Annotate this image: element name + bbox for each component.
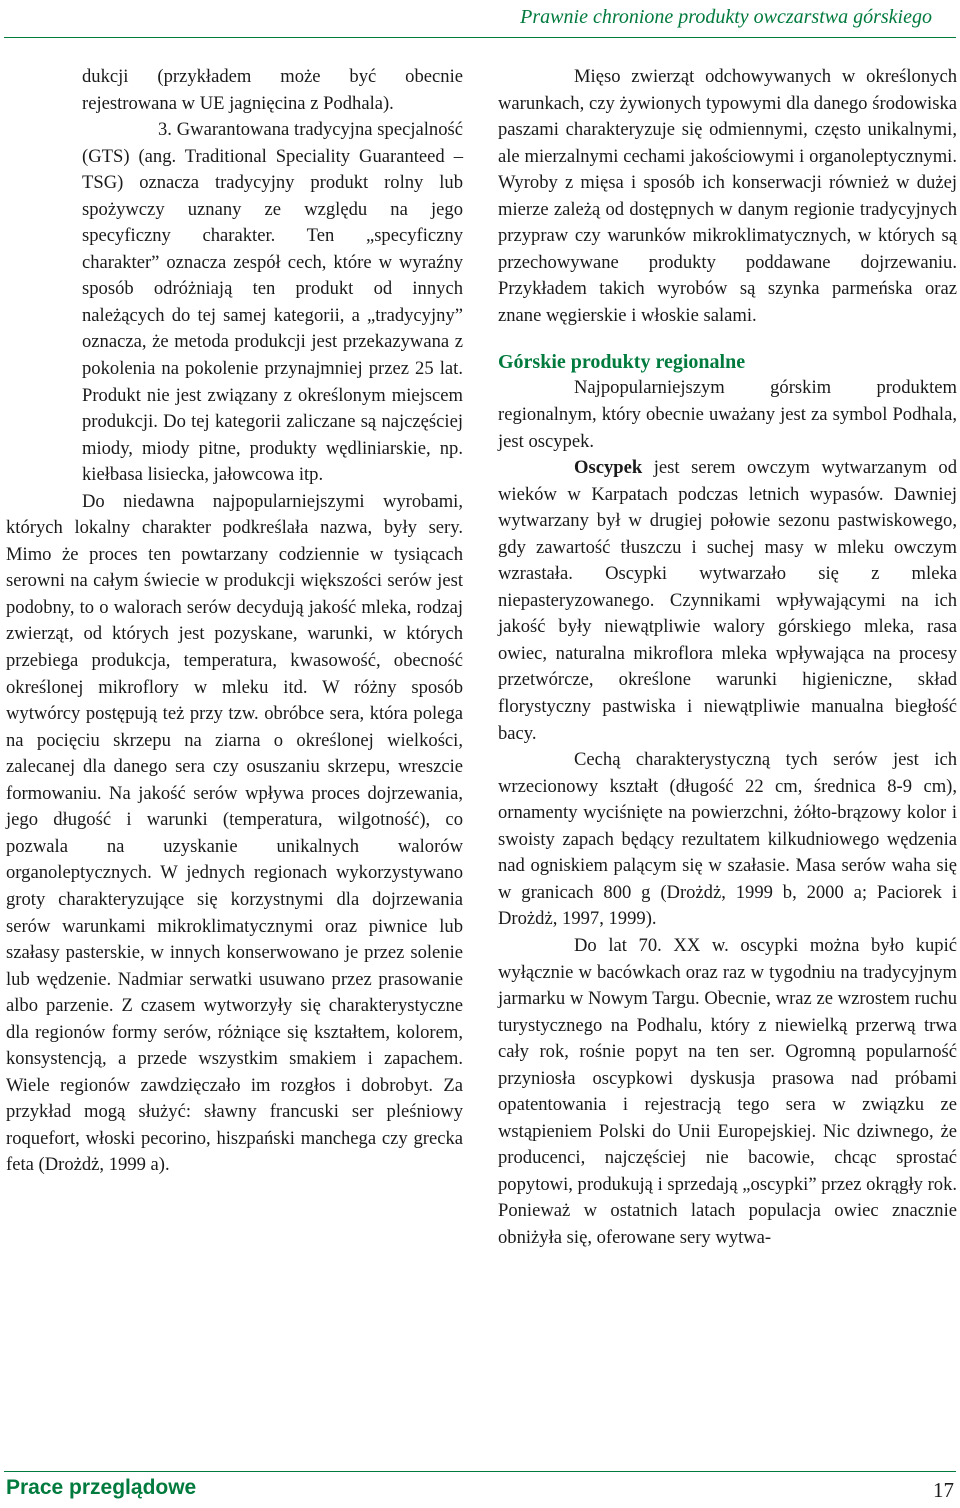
paragraph-oscypek-text: jest serem owczym wytwarzanym od wieków w Karpatach podczas letnich wypasów. Dawniej wytwarzany był w drugiej połowie sezonu pastwiskowego, gdy zawartość tłuszczu i suchej masy w mleku owczym wzrastała. Oscypki wytwarzało się z mleka niepasteryzowanego. Czynnikami wpływającymi na ich jakość były niewątpliwie walory górskiego mleka, rasa owiec, naturalna mikroflora mleka wpływająca na procesy przetwórcze, określone warunki higieniczne, skład florystyczny pastwiska i niewątpliwie manualna biegłość bacy. xyxy=(498,457,957,744)
footer-section-label: Prace przeglądowe xyxy=(6,1476,197,1499)
header-rule xyxy=(4,37,956,38)
footer-rule xyxy=(4,1471,956,1472)
paragraph-gts: 3. Gwarantowana tradycyjna specjalność (GTS) (ang. Traditional Speciality Guaranteed – TSG) oznacza tradycyjny produkt rolny lub spożywczy uznany ze względu na jego specyficzny charakter. Ten „specyficzny charakter” oznacza zespół cech, które w wyraźny sposób odróżniają ten produkt od innych należących do tej samej kategorii, a „tradycyjny” oznacza, że metoda produkcji jest przekazywana z pokolenia na pokolenie przynajmniej przez 25 lat. Produkt nie jest związany z określonym miejscem produkcji. Do tej kategorii zaliczane są najczęściej miody, miody pitne, produkty wędliniarskie, np. kiełbasa lisiecka, jałowcowa itp. xyxy=(82,119,463,486)
paragraph-history: Do lat 70. XX w. oscypki można było kupić wyłącznie w bacówkach oraz raz w tygodniu na tradycyjnym jarmarku w Nowym Targu. Obecnie, wraz ze wzrostem ruchu turystycznego na Podhalu, który z niewielką przerwą trwa cały rok, rośnie popyt na ten ser. Ogromną popularność przyniosła oscypkowi dyskusja prasowa nad próbami opatentowania i rejestracją tego sera w związku ze wstąpieniem Polski do Unii Europejskiej. Nic dziwnego, że producenci, najczęściej nie bacowie, chcąc sprostać popytowi, produkują i sprzedają „oscypki” przez okrągły rok. Ponieważ w ostatnich latach populacja owiec znacznie obniżyła się, oferowane sery wytwa- xyxy=(498,934,958,1248)
paragraph-regional-product: Najpopularniejszym górskim produktem regionalnym, który obecnie uważany jest za symbol Podhala, jest oscypek. xyxy=(498,377,957,452)
term-oscypek: Oscypek xyxy=(574,457,643,479)
section-heading: Górskie produkty regionalne xyxy=(498,351,746,374)
page-number: 17 xyxy=(933,1478,954,1502)
paragraph-oscypek xyxy=(498,455,957,747)
right-column xyxy=(498,64,957,1252)
paragraph-continuation: dukcji (przykładem może być obecnie rejestrowana w UE jagnięcina z Podhala). xyxy=(82,66,463,114)
running-title: Prawnie chronione produkty owczarstwa górskiego xyxy=(520,6,932,28)
paragraph-cheeses: Do niedawna najpopularniejszymi wyrobami, których lokalny charakter podkreślała nazwa, były sery. Mimo że proces ten powtarzany codziennie w tysiącach serowni na całym świecie w produkcji większości serów jest podobny, to o walorach serów decydują jakość mleka, rodzaj zwierząt, od których jest pozyskane, warunki, w których przebiega produkcja, temperatura, kwasowość, obecność określonej mikroflory w mleku itd. W różny sposób wytwórcy postępują też przy tzw. obróbce sera, która polega na pocięciu skrzepu na ziarna o określonej wielkości, zalecanej dla danego sera czy osuszaniu skrzepu, wreszcie formowaniu. Na jakość serów wpływa proces dojrzewania, jego długość i warunki (temperatura, wilgotność), co pozwala na uzyskanie unikalnych walorów organoleptycznych. W jednych regionach wykorzystywano groty charakteryzujące się korzystnymi dla dojrzewania serów warunkami mikroklimatycznymi oraz piwnice lub szałasy pasterskie, w innych konserwowano je przez solenie lub wędzenie. Nadmiar serwatki usuwano przez prasowanie albo parzenie. Z czasem wytworzyły się charakterystyczne dla regionów formy serów, różniące się kształtem, kolorem, konsystencją, a przede wszystkim smakiem i zapachem. Wiele regionów zawdzięczało im rozgłos i dobrobyt. Za przykład mogą służyć: sławny francuski ser pleśniowy roquefort, włoski pecorino, hiszpański manchega czy grecka feta (Drożdż, 1999 a). xyxy=(6,490,463,1176)
paragraph-meat: Mięso zwierząt odchowywanych w określonych warunkach, czy żywionych typowymi dla danego środowiska paszami charakteryzuje się odmiennymi, często unikalnymi, ale mierzalnymi cechami jakościowymi i organoleptycznymi. Wyroby z mięsa i sposób ich konserwacji również w dużej mierze zależą od dostępnych w danym regionie tradycyjnych przypraw czy warunków mikroklimatycznych, w których są przechowywane produkty poddawane dojrzewaniu. Przykładem takich wyrobów są szynka parmeńska oraz znane węgierskie i włoskie salami. xyxy=(498,66,957,326)
paragraph-shape: Cechą charakterystyczną tych serów jest ich wrzecionowy kształt (długość 22 cm, średnica 8-9 cm), ornamenty wyciśnięte na powierzchni, żółto-brązowy kolor i swoisty zapach będący rezultatem kilkudniowego wędzenia nad ogniskiem palącym się w szałasie. Masa serów waha się w granicach 800 g (Drożdż, 1999 b, 2000 a; Paciorek i Drożdż, 1997, 1999). xyxy=(498,749,957,930)
left-column xyxy=(6,64,463,1179)
